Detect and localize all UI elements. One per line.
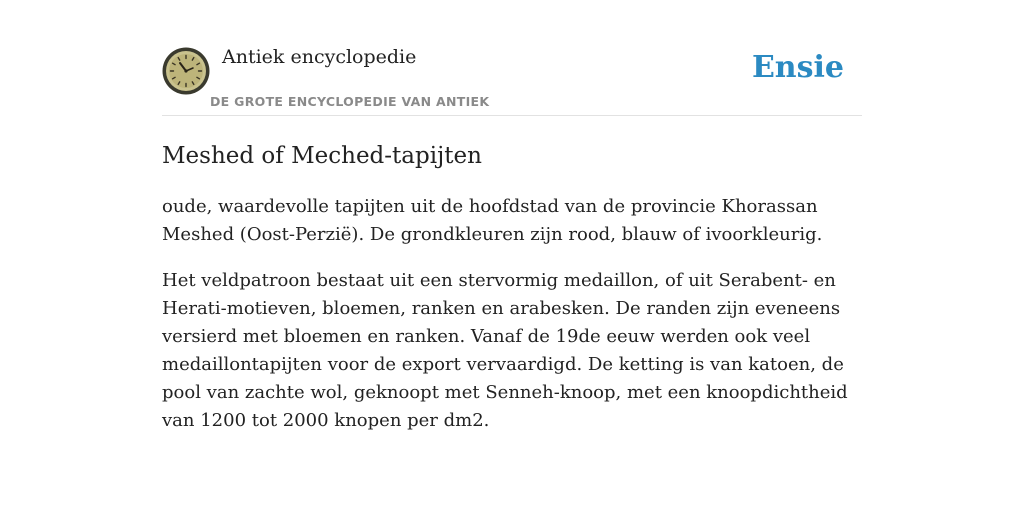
brand-logo-link[interactable]: Ensie (751, 50, 844, 85)
site-header (162, 0, 862, 116)
article-paragraph-2: Het veldpatroon bestaat uit een stervormig medaillon, of uit Serabent- en Herati-motieven, bloemen, ranken en arabesken. De randen zijn eveneens versierd met bloemen en ranken. Vanaf de 19de eeuw werden ook veel medaillontapijten voor de export vervaardigd. De ketting is van katoen, de pool van zachte wol, geknoopt met Senneh-knoop, met een knoopdichtheid van 1200 tot 2000 knopen per dm2. (162, 270, 848, 431)
site-title-link[interactable]: Antiek encyclopedie (222, 46, 417, 68)
clock-icon[interactable] (162, 47, 210, 95)
article-title: Meshed of Meched-tapijten (162, 143, 482, 169)
article-paragraph-1: oude, waardevolle tapijten uit de hoofdstad van de provincie Khorassan Meshed (Oost-Perzië). De grondkleuren zijn rood, blauw of ivoorkleurig. (162, 196, 823, 245)
page-container (162, 0, 862, 435)
site-subtitle: DE GROTE ENCYCLOPEDIE VAN ANTIEK (210, 94, 490, 109)
